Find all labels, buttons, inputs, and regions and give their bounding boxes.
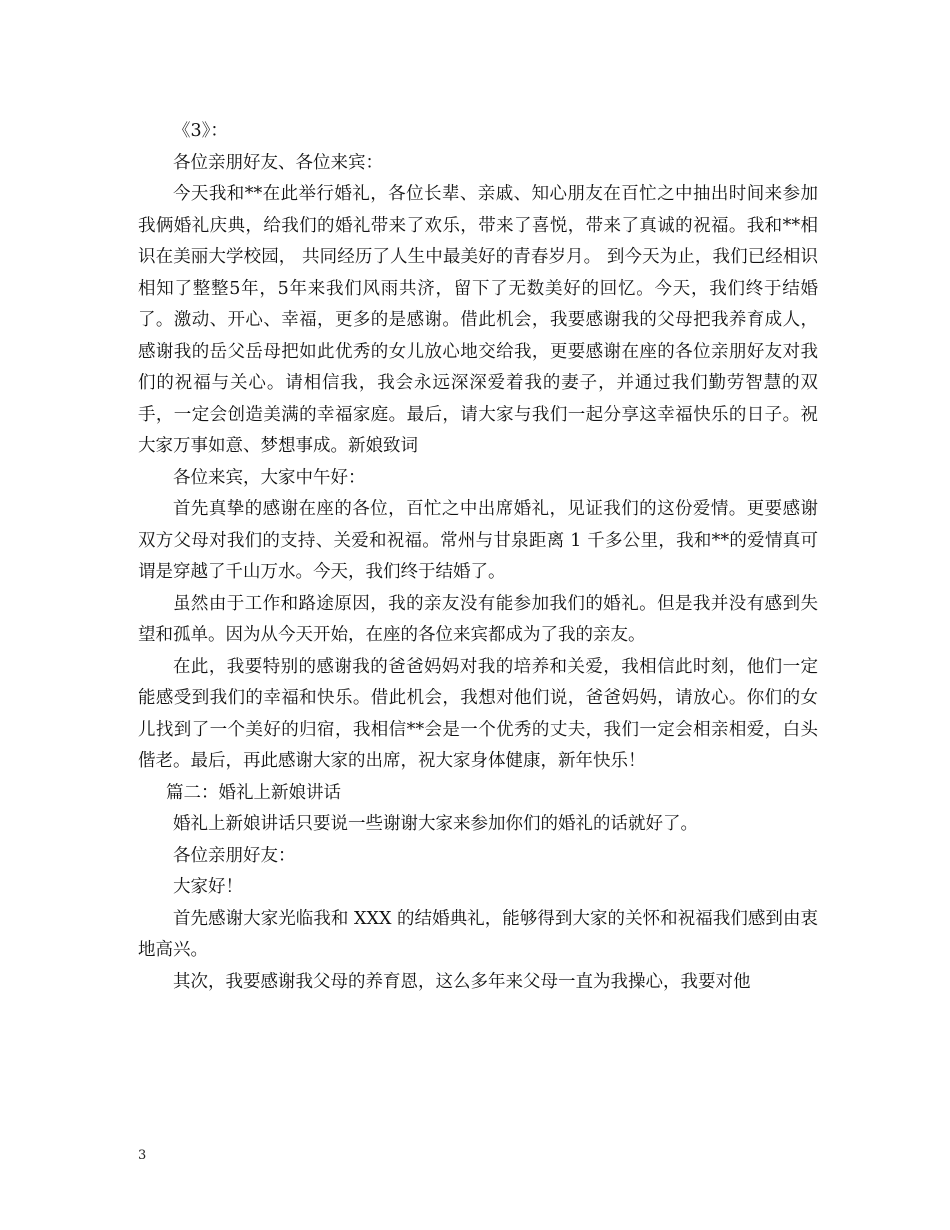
paragraph: 其次，我要感谢我父母的养育恩，这么多年来父母一直为我操心，我要对他 [173,971,751,992]
salutation: 各位亲朋好友： [173,845,296,866]
document-body [138,116,818,998]
paragraph: 在此，我要特别的感谢我的爸爸妈妈对我的培养和关爱，我相信此时刻，他们一定能感受到我们的幸福和快乐。借此机会，我想对他们说，爸爸妈妈，请放心。你们的女儿找到了一个美好的归宿，我相信**会是一个优秀的丈夫，我们一定会相亲相爱，白头偕老。最后，再此感谢大家的出席，祝大家身体健康，新年快乐！ [138,656,818,771]
paragraph: 虽然由于工作和路途原因，我的亲友没有能参加我们的婚礼。但是我并没有感到失望和孤单。因为从今天开始，在座的各位来宾都成为了我的亲友。 [138,593,818,645]
page-number: 3 [138,1148,147,1163]
salutation: 各位亲朋好友、各位来宾： [173,152,383,173]
section-heading: 篇二：婚礼上新娘讲话 [166,782,341,803]
paragraph: 首先真挚的感谢在座的各位，百忙之中出席婚礼，见证我们的这份爱情。更要感谢双方父母对我们的支持、关爱和祝福。常州与甘泉距离 1 千多公里，我和**的爱情真可谓是穿越了千山万水。今天，我们终于结婚了。 [138,499,818,582]
paragraph: 婚礼上新娘讲话只要说一些谢谢大家来参加你们的婚礼的话就好了。 [173,814,698,834]
salutation: 各位来宾，大家中午好： [173,467,366,488]
paragraph: 首先感谢大家光临我和 XXX 的结婚典礼，能够得到大家的关怀和祝福我们感到由衷地高兴。 [138,908,818,960]
section-label: 《3》： [173,121,228,141]
paragraph: 今天我和**在此举行婚礼，各位长辈、亲戚、知心朋友在百忙之中抽出时间来参加我俩婚礼庆典，给我们的婚礼带来了欢乐，带来了喜悦，带来了真诚的祝福。我和**相识在美丽大学校园， 共同经历了人生中最美好的青春岁月。 到今天为止，我们已经相识相知了整整5年，5年来我们风雨共济，留下了无数美好的回忆。今天，我们终于结婚了。激动、开心、幸福，更多的是感谢。借此机会，我要感谢我的父母把我养育成人，感谢我的岳父岳母把如此优秀的女儿放心地交给我，更要感谢在座的各位亲朋好友对我们的祝福与关心。请相信我，我会永远深深爱着我的妻子，并通过我们勤劳智慧的双手，一定会创造美满的幸福家庭。最后，请大家与我们一起分享这幸福快乐的日子。祝大家万事如意、梦想事成。新娘致词 [138,184,818,456]
greeting: 大家好！ [173,877,243,897]
